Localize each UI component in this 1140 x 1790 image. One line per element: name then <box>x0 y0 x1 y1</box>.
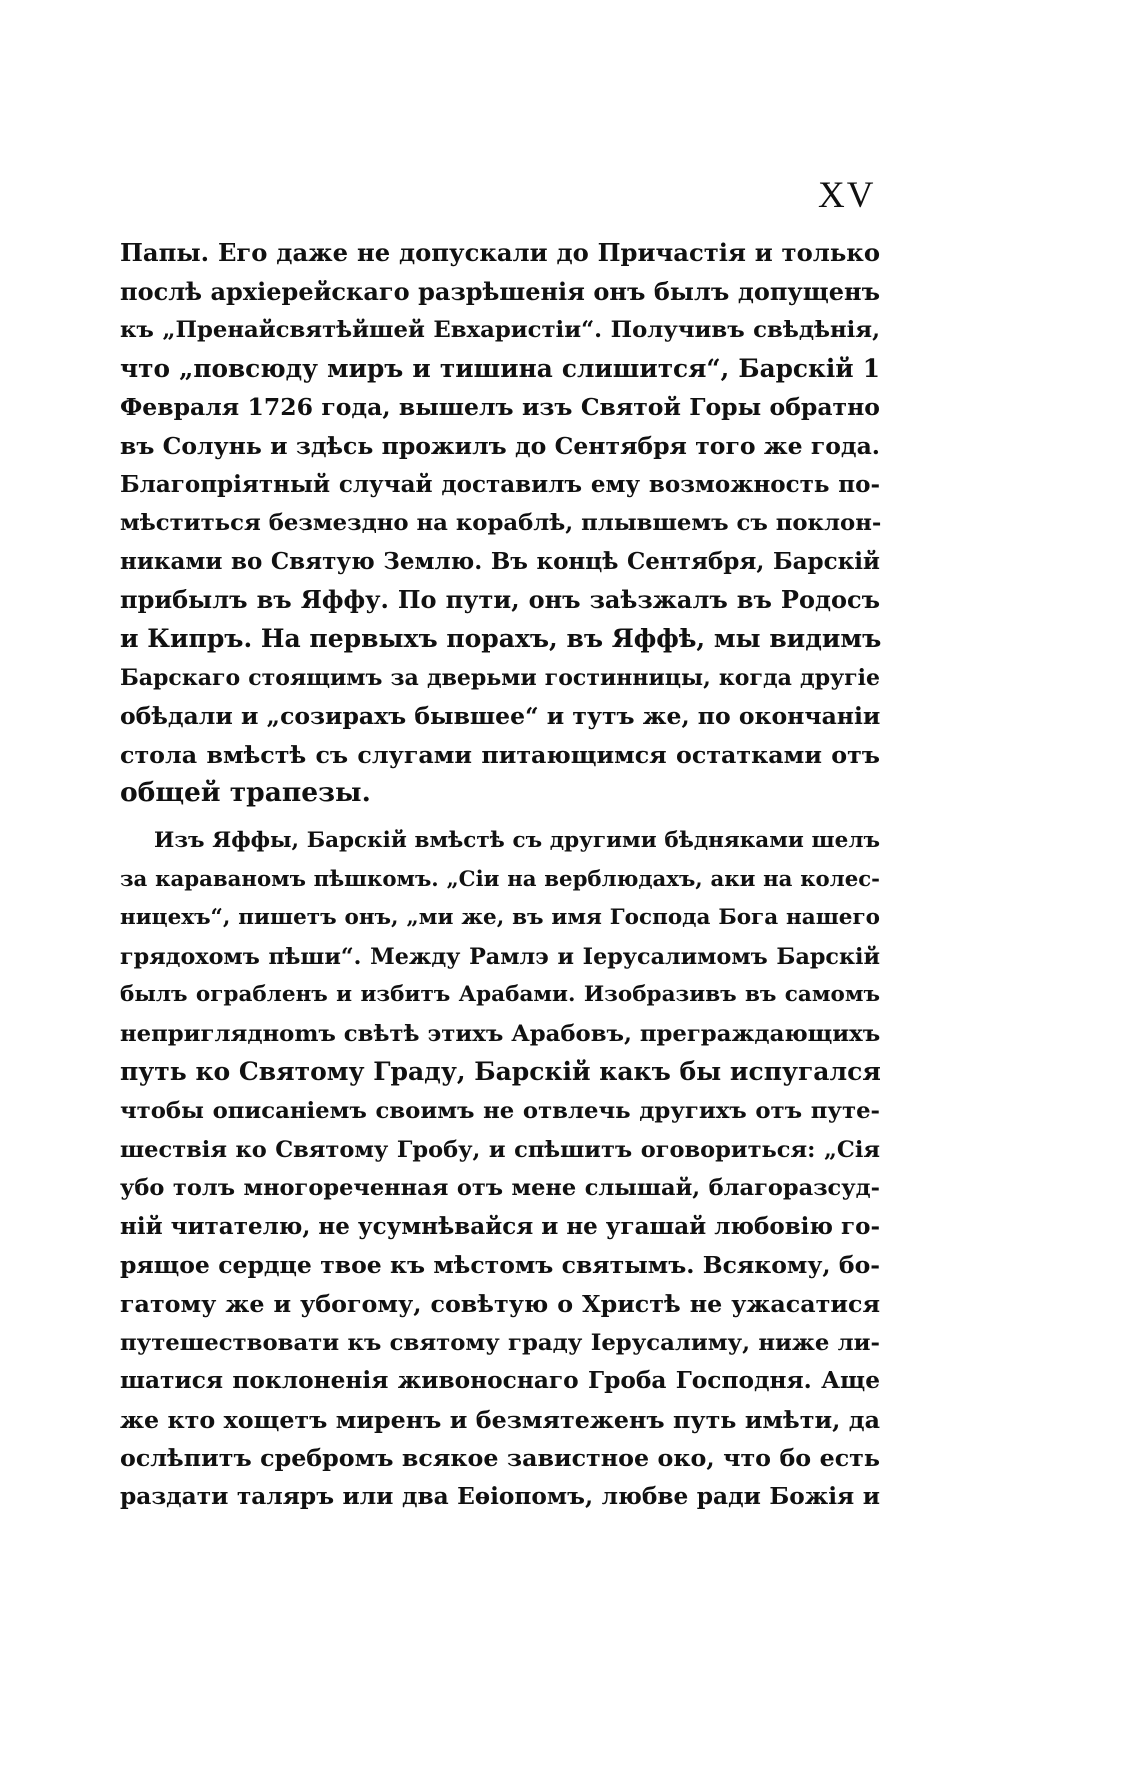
text-line: Благопріятный случай доставилъ ему возможность по- <box>120 470 880 498</box>
page-number: XV <box>818 175 876 216</box>
text-line: къ „Пренайсвятѣйшей Евхаристіи“. Получивъ свѣдѣнія, <box>120 317 880 344</box>
text-line: непригляднomъ свѣтѣ этихъ Арабовъ, преграждающихъ <box>120 1020 881 1047</box>
text-line: гатому же и убогому, совѣтую о Христѣ не ужасатися <box>120 1290 880 1319</box>
text-line: раздати таляръ или два Еѳіопомъ, любве ради Божія и <box>120 1483 880 1510</box>
text-line: чтобы описаніемъ своимъ не отвлечь другихъ отъ путе- <box>120 1098 880 1125</box>
text-line: прибылъ въ Яффу. По пути, онъ заѣзжалъ въ Родосъ <box>120 585 880 615</box>
paragraph-1 <box>120 234 880 813</box>
text-line: рящое сердце твое къ мѣстомъ святымъ. Всякому, бо- <box>120 1251 880 1280</box>
text-line: за караваномъ пѣшкомъ. „Сіи на верблюдахъ, аки на колес- <box>120 866 880 892</box>
text-line: же кто хощетъ миренъ и безмятеженъ путь имѣти, да <box>120 1405 880 1434</box>
text-line: грядохомъ пѣши“. Между Рамлэ и Іерусалимомъ Барскій <box>120 943 880 970</box>
text-line: что „повсюду миръ и тишина слишится“, Барскій 1 <box>120 353 880 383</box>
text-line: общей трапезы. <box>120 777 371 809</box>
text-line: Изъ Яффы, Барскій вмѣстѣ съ другими бѣдняками шелъ <box>154 827 880 853</box>
text-line: убо толъ многореченная отъ мене слышай, благоразсуд- <box>120 1175 880 1202</box>
text-line: обѣдали и „созирахъ бывшее“ и тутъ же, по окончаніи <box>120 702 881 731</box>
paragraph-2 <box>120 822 880 1517</box>
text-line: былъ ограбленъ и избитъ Арабами. Изобразивъ въ самомъ <box>120 982 880 1008</box>
text-line: ослѣпитъ сребромъ всякое завистное око, что бо есть <box>120 1444 880 1473</box>
text-line: шатися поклоненія живоноснаго Гроба Господня. Аще <box>120 1367 880 1395</box>
text-line: Февраля 1726 года, вышелъ изъ Святой Горы обратно <box>120 393 880 422</box>
text-line: Барскаго стоящимъ за дверьми гостинницы, когда другіе <box>120 664 880 691</box>
text-line: путь ко Святому Граду, Барскій какъ бы испугался <box>120 1057 881 1087</box>
text-line: никами во Святую Землю. Въ концѣ Сентября, Барскій <box>120 547 880 575</box>
text-line: послѣ архіерейскаго разрѣшенія онъ былъ допущенъ <box>120 276 880 306</box>
text-line: стола вмѣстѣ съ слугами питающимся остатками отъ <box>120 740 880 769</box>
text-line: въ Солунь и здѣсь прожилъ до Сентября того же года. <box>120 431 880 460</box>
text-line: мѣститься безмездно на кораблѣ, плывшемъ съ поклон- <box>120 510 882 537</box>
text-line: путешествовати къ святому граду Іерусалиму, ниже ли- <box>120 1329 880 1356</box>
text-line: Папы. Его даже не допускали до Причастія и только <box>120 238 880 267</box>
text-line: шествія ко Святому Гробу, и спѣшитъ оговориться: „Сія <box>120 1136 880 1163</box>
body-text <box>120 234 880 1517</box>
text-line: ницехъ“, пишетъ онъ, „ми же, въ имя Господа Бога нашего <box>120 905 880 931</box>
text-line: и Кипръ. На первыхъ порахъ, въ Яффѣ, мы видимъ <box>120 623 882 653</box>
text-line: ній читателю, не усумнѣвайся и не угашай любовію го- <box>120 1212 880 1240</box>
